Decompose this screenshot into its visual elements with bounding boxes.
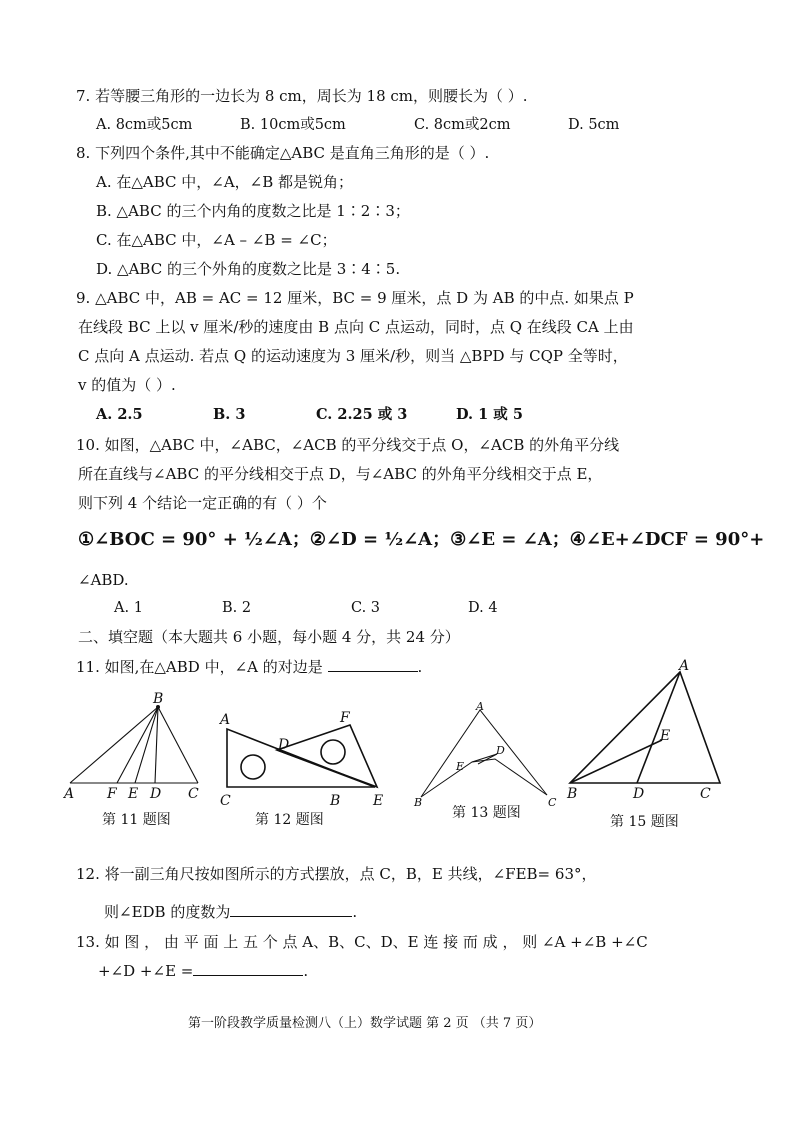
q13-line1: 13. 如 图 ， 由 平 面 上 五 个 点 A、B、C、D、E 连 接 而 成 ， 则 ∠A +∠B +∠C bbox=[76, 933, 648, 951]
q12-line1: 12. 将一副三角尺按如图所示的方式摆放，点 C，B，E 共线，∠FEB= 63°， bbox=[76, 865, 597, 883]
q9-option-c: C. 2.25 或 3 bbox=[316, 406, 408, 423]
q10-option-a: A. 1 bbox=[114, 600, 143, 616]
q10-line1: 10. 如图，△ABC 中，∠ABC，∠ACB 的平分线交于点 O，∠ACB 的外角平分线 bbox=[76, 436, 620, 454]
q10-option-b: B. 2 bbox=[222, 600, 252, 616]
q11-stem-text: 11. 如图,在△ABD 中，∠A 的对边是 bbox=[76, 658, 323, 676]
q9-line2: 在线段 BC 上以 v 厘米/秒的速度由 B 点向 C 点运动，同时，点 Q 在线段 CA 上由 bbox=[78, 318, 634, 336]
q9-option-b: B. 3 bbox=[213, 406, 246, 423]
fig11-label-f: F bbox=[107, 786, 117, 802]
fig12-label-c: C bbox=[220, 793, 231, 809]
fig11-label-e: E bbox=[128, 786, 139, 802]
fig11-label-a: A bbox=[64, 786, 75, 802]
q8-stem: 8. 下列四个条件,其中不能确定△ABC 是直角三角形的是（ ）. bbox=[76, 144, 490, 162]
fig13-label-d: D bbox=[496, 744, 505, 757]
q13-line2 bbox=[98, 961, 308, 981]
fig15-label-c: C bbox=[700, 786, 711, 802]
fig12-label-a: A bbox=[220, 712, 231, 728]
fig15-caption: 第 15 题图 bbox=[610, 814, 679, 830]
q12-end: . bbox=[352, 903, 358, 921]
q7-option-a: A. 8cm或5cm bbox=[96, 117, 193, 133]
q8-option-d: D. △ABC 的三个外角的度数之比是 3∶4∶5. bbox=[96, 260, 401, 278]
q7-option-d: D. 5cm bbox=[568, 117, 620, 133]
q10-option-d: D. 4 bbox=[468, 600, 498, 616]
q9-option-d: D. 1 或 5 bbox=[456, 406, 523, 423]
fig15-label-b: B bbox=[567, 786, 578, 802]
q10-formula-tail: ∠ABD. bbox=[78, 571, 129, 589]
q8-option-c: C. 在△ABC 中，∠A – ∠B = ∠C； bbox=[96, 231, 337, 249]
q10-formula: ①∠BOC = 90° + ½∠A；②∠D = ½∠A；③∠E = ∠A；④∠E+∠DCF = 90°+ bbox=[78, 529, 765, 550]
q10-line3: 则下列 4 个结论一定正确的有（ ）个 bbox=[78, 494, 327, 512]
q13-end: . bbox=[303, 962, 309, 980]
fig13-label-b: B bbox=[414, 796, 423, 809]
fig11-label-d: D bbox=[150, 786, 162, 802]
fig13-label-a: A bbox=[476, 700, 484, 713]
fig11-caption: 第 11 题图 bbox=[102, 812, 171, 828]
q9-line4: v 的值为（ ）. bbox=[78, 376, 176, 394]
q10-option-c: C. 3 bbox=[351, 600, 381, 616]
q9-option-a: A. 2.5 bbox=[96, 406, 143, 423]
fig15-label-d: D bbox=[633, 786, 645, 802]
q13-line2-text: +∠D +∠E = bbox=[98, 962, 194, 980]
q12-answer-blank[interactable] bbox=[230, 902, 352, 917]
q7-option-b: B. 10cm或5cm bbox=[240, 117, 346, 133]
fig12-label-b: B bbox=[330, 793, 341, 809]
fig13-label-c: C bbox=[548, 796, 557, 809]
fig13-label-e: E bbox=[456, 760, 465, 773]
q10-line2: 所在直线与∠ABC 的平分线相交于点 D，与∠ABC 的外角平分线相交于点 E， bbox=[78, 465, 603, 483]
q12-line2-text: 则∠EDB 的度数为 bbox=[104, 903, 231, 921]
fig12-label-e: E bbox=[373, 793, 384, 809]
fig12-label-d: D bbox=[278, 737, 290, 753]
q9-line3: C 点向 A 点运动. 若点 Q 的运动速度为 3 厘米/秒，则当 △BPD 与 CQP 全等时， bbox=[78, 347, 628, 365]
q7-stem: 7. 若等腰三角形的一边长为 8 cm，周长为 18 cm，则腰长为（ ）. bbox=[76, 87, 528, 105]
fig15-label-e: E bbox=[660, 728, 671, 744]
q9-line1: 9. △ABC 中，AB = AC = 12 厘米，BC = 9 厘米，点 D 为 AB 的中点. 如果点 P bbox=[76, 289, 634, 307]
q8-option-b: B. △ABC 的三个内角的度数之比是 1∶2∶3； bbox=[96, 202, 410, 220]
q13-answer-blank[interactable] bbox=[193, 961, 303, 976]
page-footer: 第一阶段教学质量检测八（上）数学试题 第 2 页 （共 7 页） bbox=[188, 1016, 542, 1031]
section-heading: 二、填空题（本大题共 6 小题，每小题 4 分，共 24 分） bbox=[78, 628, 460, 646]
fig15-label-a: A bbox=[679, 658, 690, 674]
q8-option-a: A. 在△ABC 中，∠A，∠B 都是锐角； bbox=[96, 173, 354, 191]
fig12-label-f: F bbox=[340, 710, 350, 726]
q11-end: . bbox=[417, 658, 423, 676]
fig13-caption: 第 13 题图 bbox=[452, 805, 521, 821]
q12-line2 bbox=[104, 902, 357, 922]
q7-option-c: C. 8cm或2cm bbox=[414, 117, 511, 133]
fig11-label-c: C bbox=[188, 786, 199, 802]
fig11-label-b: B bbox=[153, 691, 164, 707]
fig12-caption: 第 12 题图 bbox=[255, 812, 324, 828]
